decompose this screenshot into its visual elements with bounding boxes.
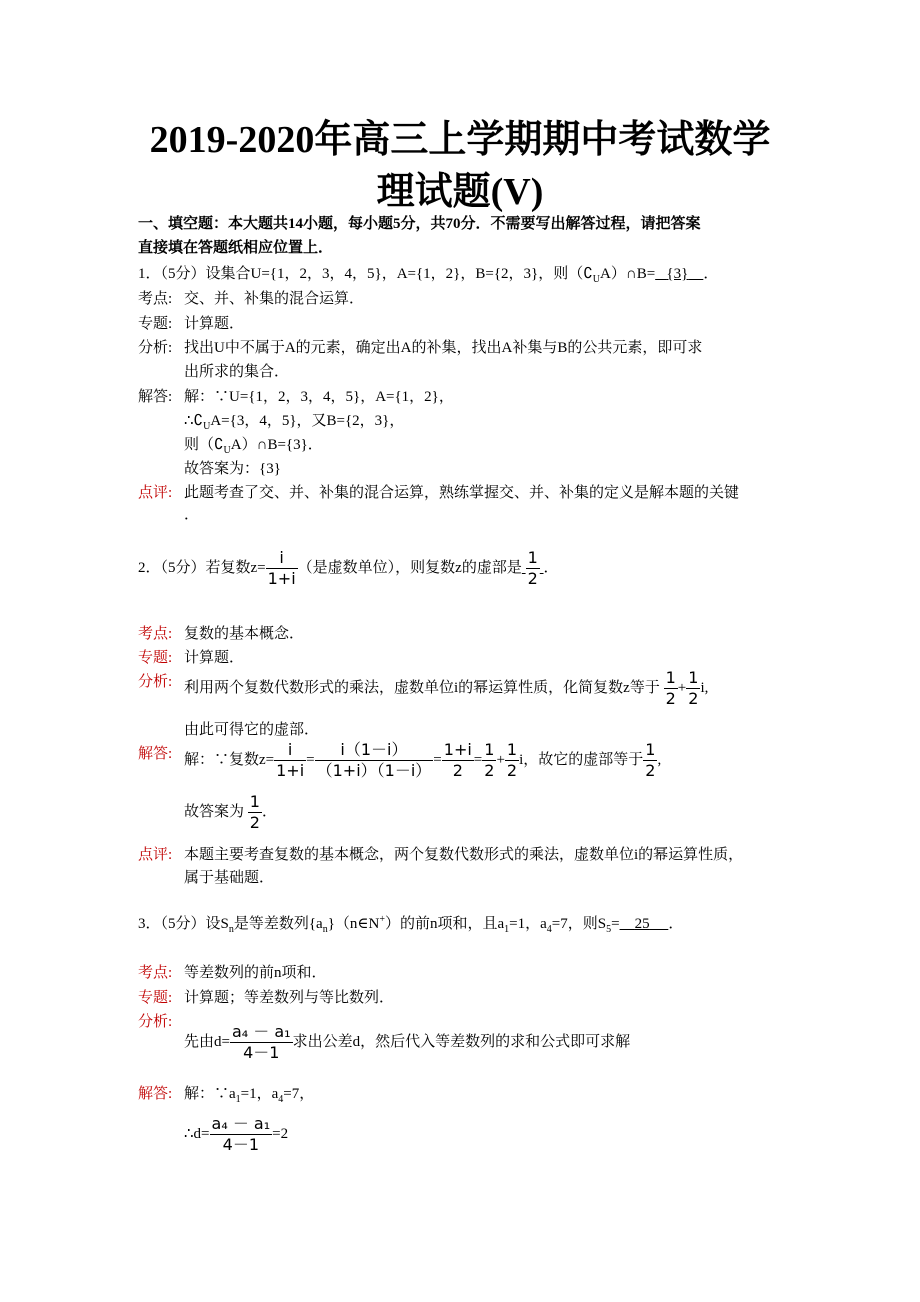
q1-zhuanti: 计算题． <box>184 316 245 332</box>
q2-fenxi-frac2-num: 1 <box>688 668 699 687</box>
q3-zhuanti-label: 专题: <box>138 990 173 1006</box>
q2-fenxi-plus: + <box>677 679 687 696</box>
q3-fenxi-frac-num: a₄ － a₁ <box>231 1022 291 1041</box>
q2-j2-frac-num: 1 <box>249 792 260 811</box>
q3-fenxi-frac-den: 4－1 <box>243 1043 280 1062</box>
q3-sub-4: 4 <box>546 924 552 935</box>
q1-zhuanti-label: 专题: <box>138 316 173 332</box>
q3-kaodian: 等差数列的前n项和． <box>184 965 327 981</box>
q2-fenxi-2: 由此可得它的虚部． <box>184 722 320 738</box>
q2-j-eq1: = <box>306 751 315 768</box>
q2-fenxi-frac2 <box>686 668 700 709</box>
q2-stem-mid: （是虚数单位），则复数z的虚部是 <box>297 559 522 576</box>
q2-dianping-label: 点评: <box>138 847 173 863</box>
q1-jieda-label: 解答: <box>138 389 173 405</box>
q2-fenxi-frac2-den: 2 <box>688 689 699 708</box>
q3-jieda-2-pre: ∴d= <box>184 1125 210 1142</box>
q2-frac-den: 1+i <box>267 569 296 588</box>
q2-fenxi-label: 分析: <box>138 674 173 690</box>
q3-answer-text: 25 <box>634 916 650 932</box>
q2-j-frac4 <box>482 740 496 781</box>
q3-stem-mid3: ）的前n项和，且a <box>384 916 505 932</box>
q3-sub-5: 5 <box>606 924 612 935</box>
q1-jieda-3a: 则（∁ <box>184 437 224 453</box>
doc-title-line2: 理试题(V) <box>376 171 544 213</box>
q2-dianping-2: 属于基础题． <box>184 870 275 886</box>
q3-zhuanti: 计算题；等差数列与等比数列． <box>184 990 395 1006</box>
q3-j2-frac <box>210 1114 273 1155</box>
q2-fenxi-frac1-den: 2 <box>665 689 676 708</box>
q2-j-frac6-num: 1 <box>645 740 656 759</box>
q2-j-eq3: = <box>473 751 483 768</box>
q2-frac-num: i <box>266 548 298 569</box>
q2-jieda-2-text: 故答案为 <box>184 803 245 820</box>
q3-end: ． <box>668 916 684 932</box>
q3-stem-mid4: =1，a <box>509 916 547 932</box>
q3-sub-n: n <box>228 924 234 935</box>
q2-j-frac3-den: 2 <box>452 761 463 780</box>
q2-jieda-pre: 解：∵复数z= <box>184 751 275 768</box>
q2-j2-frac-den: 2 <box>249 813 260 832</box>
doc-title-line1: 2019-2020年高三上学期期中考试数学 <box>149 119 771 161</box>
q3-kaodian-label: 考点: <box>138 965 173 981</box>
q3-jieda-1b: =1，a <box>240 1086 279 1102</box>
q2-j-frac2-num: i（1－i） <box>315 740 434 761</box>
q1-kaodian-label: 考点: <box>138 291 173 307</box>
q2-j-frac1-den: 1+i <box>276 761 305 780</box>
q3-stem-pre: 3．（5分）设S <box>138 916 229 932</box>
q3-jieda-2 <box>184 1114 288 1155</box>
q2-stem-pre: 2．（5分）若复数z= <box>138 559 266 576</box>
q3-stem-mid5: =7，则S <box>551 916 607 932</box>
q2-j-frac2-den: （1+i）（1－i） <box>316 761 432 780</box>
section-heading-line2: 直接填在答题纸相应位置上． <box>138 240 334 256</box>
q2-kaodian-label: 考点: <box>138 626 173 642</box>
q2-j-comma: , <box>657 751 662 768</box>
q2-jieda-1 <box>184 740 661 781</box>
q2-j-eq2: = <box>433 751 442 768</box>
q1-end: ． <box>703 266 719 282</box>
q3-answer <box>620 916 669 932</box>
q1-jieda-2a: ∴∁ <box>184 413 204 429</box>
q3-jieda-label: 解答: <box>138 1086 173 1102</box>
q1-jieda-3b: A）∩B={3}． <box>230 437 323 453</box>
q1-jieda-3-sub: U <box>223 445 231 456</box>
q2-kaodian: 复数的基本概念． <box>184 626 305 642</box>
q3-stem <box>138 912 683 935</box>
q3-j-sub1: 1 <box>235 1094 241 1105</box>
q2-j-frac3 <box>442 740 474 781</box>
q3-j2-frac-den: 4－1 <box>222 1135 260 1154</box>
q2-j2-frac <box>248 792 262 833</box>
q2-dianping-1: 本题主要考查复数的基本概念，两个复数代数形式的乘法，虚数单位i的幂运算性质， <box>184 847 744 863</box>
q2-j-frac5 <box>505 740 519 781</box>
q3-sub-1: 1 <box>504 924 510 935</box>
q1-dianping-label: 点评: <box>138 485 173 501</box>
q2-fenxi-1-end: i, <box>700 679 709 696</box>
q3-sup-plus: + <box>379 914 385 925</box>
q2-ans-num: 1 <box>527 548 538 567</box>
q3-sub-n2: n <box>322 924 328 935</box>
q1-stem-pre: 1．（5分）设集合U={1，2，3，4，5}，A={1，2}，B={2，3}，则（∁ <box>138 266 593 282</box>
q2-fenxi-1 <box>184 668 708 709</box>
q2-j-frac5-num: 1 <box>506 740 518 759</box>
q1-answer-text: {3} <box>666 266 689 282</box>
q2-j-frac6 <box>643 740 657 781</box>
q3-stem-mid2: }（n∈N <box>327 916 380 932</box>
q2-j-frac6-den: 2 <box>645 761 656 780</box>
q1-sub-u: U <box>592 274 601 285</box>
q3-fenxi <box>184 1022 630 1063</box>
q3-stem-mid1: 是等差数列{a <box>233 916 323 932</box>
q3-fenxi-label: 分析: <box>138 1014 173 1030</box>
q2-j-frac2 <box>315 740 434 781</box>
q2-j-frac4-den: 2 <box>484 761 495 780</box>
q1-jieda-2b: A={3，4，5}，又B={2，3}， <box>210 413 405 429</box>
section-heading-line1: 一、填空题：本大题共14小题，每小题5分，共70分．不需要写出解答过程，请把答案 <box>138 216 701 232</box>
q3-fenxi-frac <box>230 1022 293 1063</box>
q1-fenxi-1: 找出U中不属于A的元素，确定出A的补集，找出A补集与B的公共元素，即可求 <box>184 340 703 356</box>
q1-jieda-3 <box>184 433 323 456</box>
q3-fenxi-pre: 先由d= <box>184 1033 230 1050</box>
q2-ans-den: 2 <box>527 569 538 588</box>
q2-j-frac3-num: 1+i <box>443 740 472 759</box>
q2-answer-frac <box>526 548 540 589</box>
q1-fenxi-2: 出所求的集合． <box>184 364 290 380</box>
q2-zhuanti-label: 专题: <box>138 650 173 666</box>
q2-j-frac1-num: i <box>274 740 306 761</box>
q3-stem-mid6: = <box>611 916 620 932</box>
q2-jieda-label: 解答: <box>138 746 173 762</box>
q1-fenxi-label: 分析: <box>138 340 173 356</box>
q1-stem-post: A）∩B= <box>600 266 656 282</box>
q1-jieda-4: 故答案为：{3} <box>184 461 281 477</box>
q2-fraction <box>266 548 298 589</box>
q3-jieda-1a: 解：∵a <box>184 1086 236 1102</box>
q2-j-frac4-num: 1 <box>484 740 495 759</box>
q1-dianping-1: 此题考查了交、并、补集的混合运算，熟练掌握交、并、补集的定义是解本题的关键 <box>184 485 740 501</box>
q1-jieda-2 <box>184 409 404 432</box>
q2-stem <box>138 548 559 589</box>
q1-jieda-1: 解：∵U={1，2，3，4，5}，A={1，2}， <box>184 389 454 405</box>
q3-fenxi-post: 求出公差d，然后代入等差数列的求和公式即可求解 <box>292 1033 631 1050</box>
q2-j2-dot: ． <box>261 803 277 820</box>
q2-answer <box>522 548 544 588</box>
q2-fenxi-frac1 <box>664 668 678 709</box>
q1-answer <box>655 266 703 282</box>
q2-fenxi-frac1-num: 1 <box>665 668 676 687</box>
q3-jieda-2-post: =2 <box>272 1125 289 1142</box>
q1-dianping-2: ． <box>184 507 200 523</box>
q2-j-frac5-den: 2 <box>506 761 518 780</box>
q2-jieda-2 <box>184 792 277 833</box>
q1-jieda-2-sub: U <box>203 421 211 432</box>
q2-end: ． <box>543 559 559 576</box>
q2-j-plus: + <box>496 751 505 768</box>
q1-kaodian: 交、并、补集的混合运算． <box>184 291 365 307</box>
q3-jieda-1c: =7， <box>283 1086 315 1102</box>
q2-j-mid: i，故它的虚部等于 <box>519 751 644 768</box>
q3-j2-frac-num: a₄ － a₁ <box>211 1114 271 1133</box>
q2-j-frac1 <box>274 740 306 781</box>
q3-jieda-1 <box>184 1082 314 1105</box>
q2-fenxi-1-text: 利用两个复数代数形式的乘法，虚数单位i的幂运算性质，化简复数z等于 <box>184 679 660 696</box>
q1-stem <box>138 262 718 285</box>
q3-j-sub4: 4 <box>278 1094 284 1105</box>
q2-zhuanti: 计算题． <box>184 650 245 666</box>
